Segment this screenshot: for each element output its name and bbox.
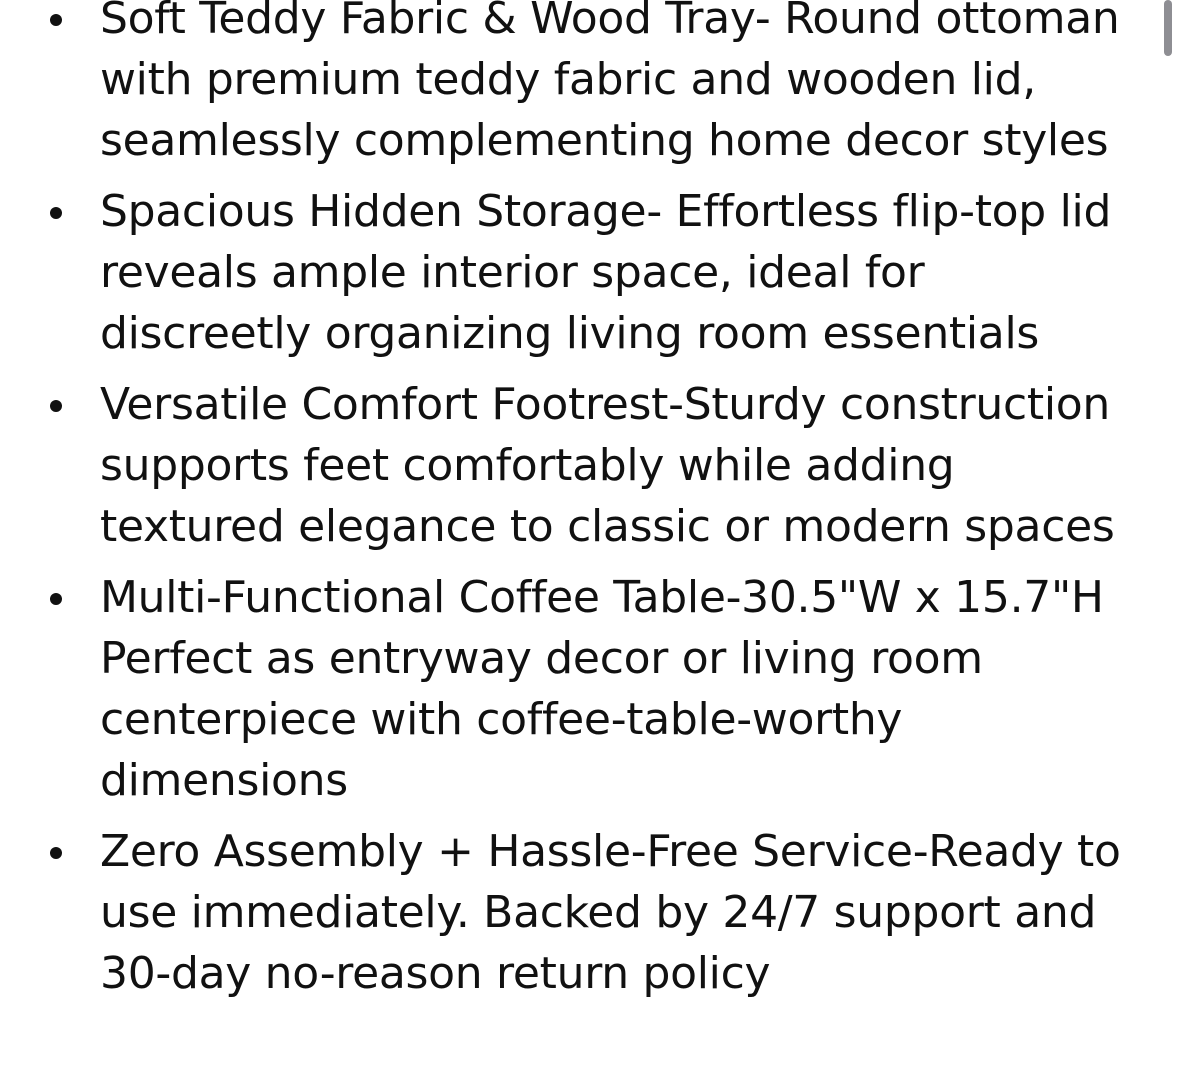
bullet-dot-icon: [50, 847, 62, 859]
scrollbar-indicator[interactable]: [1164, 0, 1172, 56]
bullet-dot-icon: [50, 593, 62, 605]
feature-item-footrest: [0, 374, 1179, 557]
feature-text: Soft Teddy Fabric & Wood Tray- Round ottoman with premium teddy fabric and wooden lid, seamlessly complementing home decor styles: [100, 0, 1120, 166]
feature-text: Multi-Functional Coffee Table-30.5"W x 15.7"H Perfect as entryway decor or living room centerpiece with coffee-table-worthy dimensions: [100, 572, 1104, 806]
feature-text: Zero Assembly + Hassle-Free Service-Ready to use immediately. Backed by 24/7 support and 30-day no-reason return policy: [100, 826, 1121, 999]
feature-text: Spacious Hidden Storage- Effortless flip-top lid reveals ample interior space, ideal for discreetly organizing living room essentials: [100, 186, 1112, 359]
feature-item-coffee-table: [0, 567, 1179, 811]
feature-item-storage: [0, 181, 1179, 364]
feature-text: Versatile Comfort Footrest-Sturdy construction supports feet comfortably while adding textured elegance to classic or modern spaces: [100, 379, 1115, 552]
feature-item-fabric: [0, 0, 1179, 171]
bullet-dot-icon: [50, 14, 62, 26]
bullet-dot-icon: [50, 207, 62, 219]
feature-item-assembly: [0, 821, 1179, 1004]
bullet-dot-icon: [50, 400, 62, 412]
